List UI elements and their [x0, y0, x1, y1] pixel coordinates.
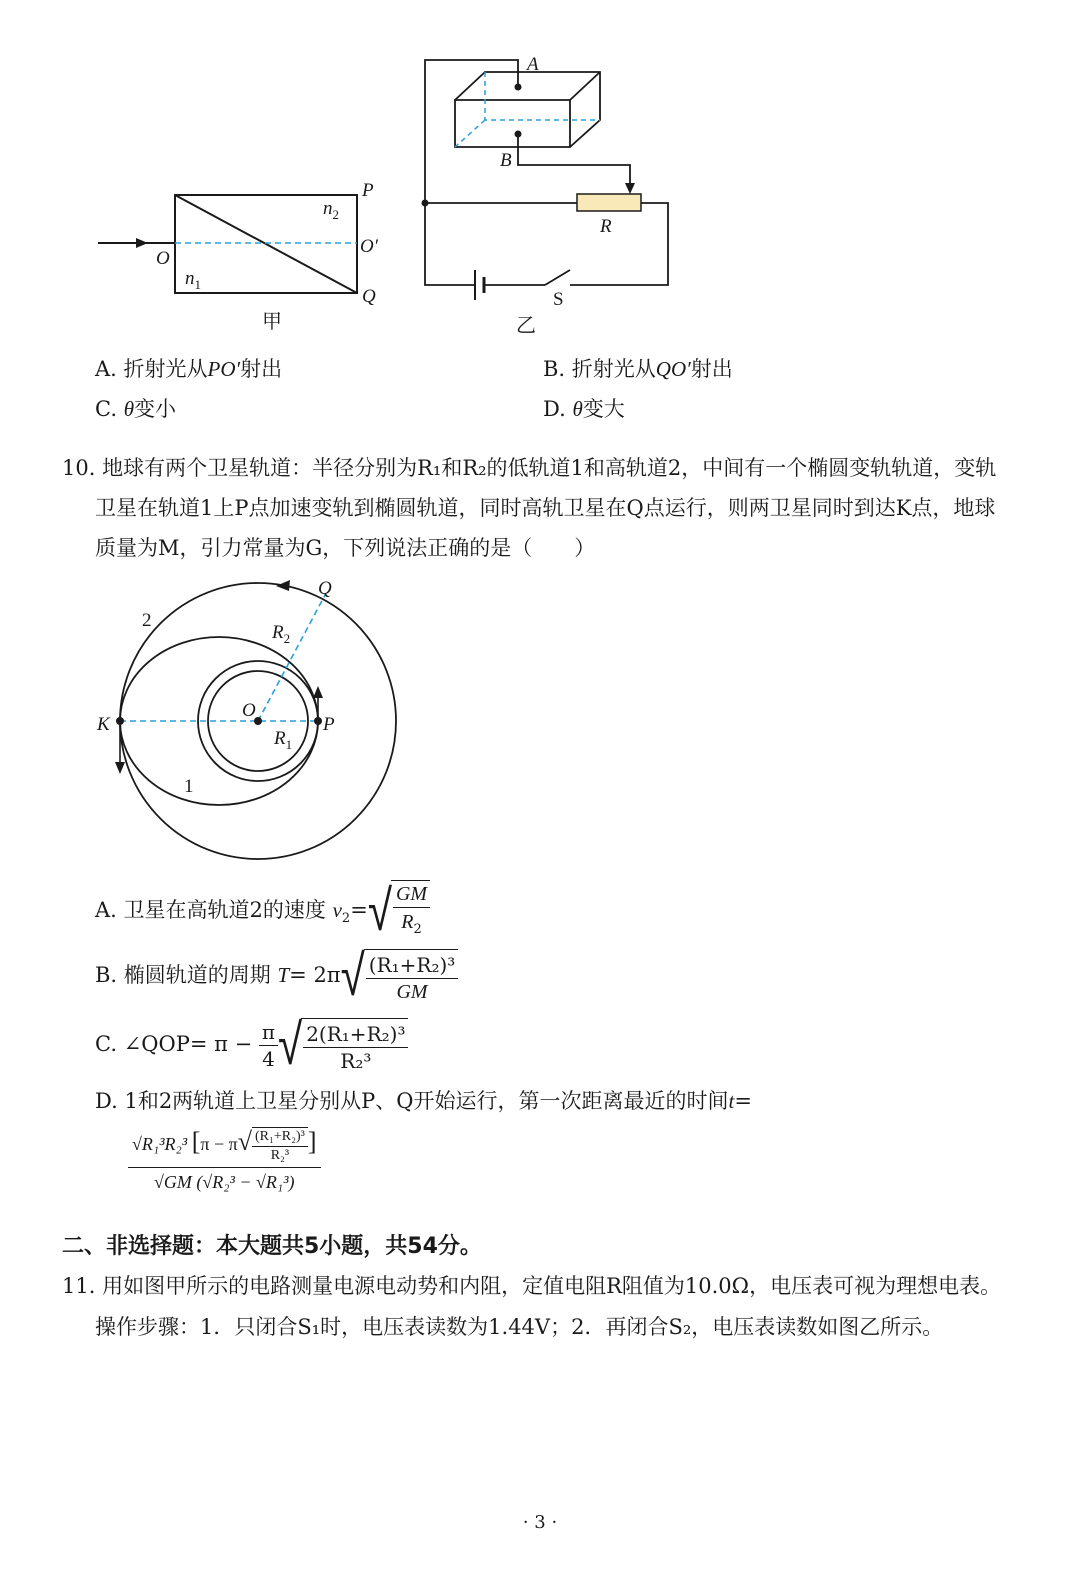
switch-S [545, 270, 570, 285]
caption-jia: 甲 [262, 309, 282, 333]
label-orbit-2: 2 [142, 610, 152, 631]
q11-number: 11. [62, 1274, 96, 1298]
q10-option-b: B. 椭圆轨道的周期 T= 2π√ $\frac{\text{(R₁+R₂)³}}{GM}$ [95, 948, 458, 1005]
q10-option-d-formula: √R₁³R₂³ [π − π√ $\frac{\text{(R₁+R₂)³}}{\text{R₂³}}$ ] √GM (√R₂³ − √R₁³) [128, 1125, 321, 1197]
label-Q: Q [362, 286, 376, 307]
q11-line1: 11. 用如图甲所示的电路测量电源电动势和内阻，定值电阻R阻值为10.0Ω，电压表可视为理想电表。 [62, 1274, 1002, 1298]
label-n1: $n_1$ [185, 268, 201, 292]
q9-option-d: D. θ变大 [543, 397, 625, 421]
wire-right [570, 203, 668, 285]
figure-orbit [90, 570, 410, 870]
light-ray-arrow [136, 238, 148, 248]
label-R1: $R_1$ [274, 728, 293, 752]
caption-yi: 乙 [516, 313, 536, 337]
label-S: S [553, 289, 564, 310]
q10-stem-line2: 卫星在轨道1上P点加速变轨到椭圆轨道，同时高轨卫星在Q点运行，则两卫星同时到达K点，地球 [95, 496, 996, 520]
label-P-orbit: P [323, 714, 335, 735]
box-hidden-edges [485, 72, 600, 120]
q10-option-d: D. 1和2两轨道上卫星分别从P、Q开始运行，第一次距离最近的时间t= [95, 1089, 752, 1113]
wire-A [425, 60, 518, 285]
label-n2: $n_2$ [323, 198, 339, 222]
q10-option-a: A. 卫星在高轨道2的速度 $v_2=√$ $\frac{GM}{R_2}$ [95, 880, 430, 946]
section-heading: 二、非选择题：本大题共5小题，共54分。 [62, 1234, 482, 1259]
box-front-face [455, 100, 570, 147]
wire-B [518, 134, 630, 185]
arrow-P-up [313, 686, 323, 698]
label-K: K [97, 714, 110, 735]
q9-option-b: B. 折射光从QO′射出 [543, 357, 733, 381]
q9-option-a: A. 折射光从PO′射出 [95, 357, 283, 381]
label-Q-orbit: Q [318, 578, 332, 599]
q9-option-c: C. θ变小 [95, 397, 177, 421]
figure-jia [90, 170, 400, 340]
q10-stem-line3: 质量为M，引力常量为G，下列说法正确的是（ ） [95, 536, 596, 560]
label-A: A [527, 54, 539, 75]
label-O-orbit: O [242, 700, 256, 721]
box-top-right [455, 72, 600, 147]
label-O-prime: O′ [360, 236, 378, 257]
resistor-R [577, 194, 641, 211]
label-orbit-1: 1 [184, 776, 194, 797]
arrow-K-down [115, 762, 125, 774]
q10-number: 10. [62, 456, 96, 480]
label-R: R [600, 216, 612, 237]
transfer-ellipse [120, 637, 318, 805]
q10-stem-line1: 10. 地球有两个卫星轨道：半径分别为R₁和R₂的低轨道1和高轨道2，中间有一个椭圆变轨轨道，变轨 [62, 456, 997, 480]
label-R2: $R_2$ [272, 622, 291, 646]
q10-option-c: C. ∠QOP= π − $\frac{\pi}{4}$ √ $\frac{\text{2(R₁+R₂)³}}{\text{R₂³}}$ [95, 1017, 408, 1074]
slider-arrow [625, 183, 635, 194]
label-B: B [500, 150, 512, 171]
arrow-Q [276, 580, 290, 591]
label-P: P [362, 180, 374, 201]
page-number: · 3 · [522, 1512, 558, 1533]
q11-line2: 操作步骤：1．只闭合S₁时，电压表读数为1.44V；2．再闭合S₂，电压表读数如图乙所示。 [95, 1315, 944, 1339]
label-O: O [156, 248, 170, 269]
figure-yi [410, 50, 690, 340]
